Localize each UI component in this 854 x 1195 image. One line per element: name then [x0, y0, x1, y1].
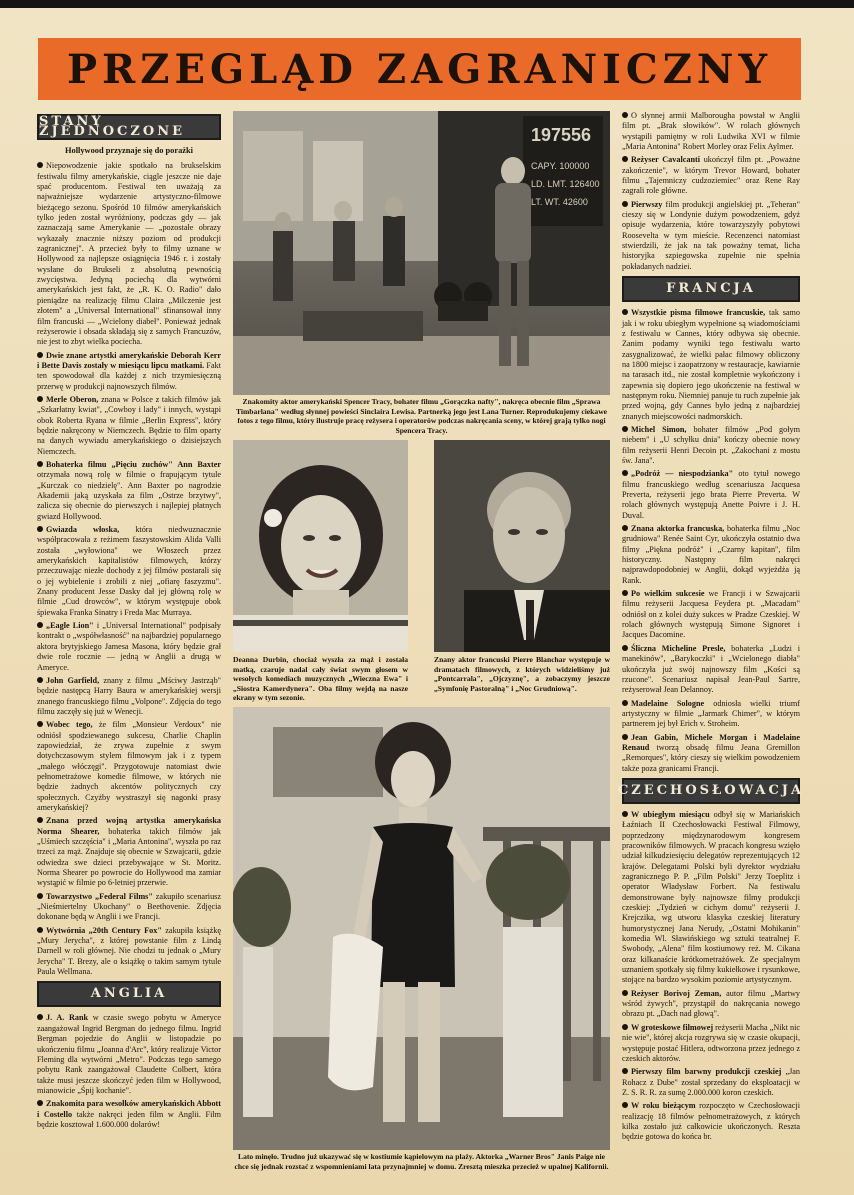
paragraph-lead: Pierwszy film barwny produkcji czeskiej: [631, 1067, 782, 1077]
bullet-icon: [37, 893, 43, 899]
paragraph-text: znana w Polsce z takich filmów jak „Szkarłatny kwiat", „Cowboy i lady" i innych, wystąpi obok Roberta Ryana w filmie „Berlin Express", który będzie nakręcony w Niemczech. Będzie to film oparty na danych wywiadu amerykańskiego o dzisiejszych Niemczech.: [37, 394, 222, 456]
paragraph-text: „Jan Rohacz z Dube" został sprzedany do eksploatacji w Z. S. R. R. za sumę 2.000.000 koron czeskich.: [622, 1067, 800, 1097]
paragraph-text: w czasie swego pobytu w Ameryce zaangażował Ingrid Bergman do jednego filmu. Ingrid Bergman pojedzie do Anglii w listopadzie po ukończeniu filmu „Joanna d'Arc", który realizuje Victor Fleming dla wytwórni „Metro". Podczas tego samego pobytu Rank zaangażował Claudette Colbert, która także musi jeszcze skończyć jeden film w Hollywood, mianowicie „Śpij kochanie".: [37, 1013, 221, 1095]
portrait-durbin-image: [233, 440, 408, 652]
article-paragraph: [37, 1099, 221, 1130]
paragraph-text: rozpoczęto w Czechosłowacji realizację 18 filmów pełnometrażowych, z których kilka zostało już całkowicie ukończonych. Reszta będzie gotowa do końca br.: [622, 1101, 800, 1142]
article-paragraph: [622, 425, 800, 466]
england-continued-articles: [622, 111, 800, 272]
article-paragraph: [622, 644, 800, 696]
paragraph-text: reżyserii Macha „Nikt nic nie wie", której akcja rozgrywa się w czasie okupacji, występuje postać Hitlera, odtworzona przez jednego z czeskich aktorów.: [622, 1022, 800, 1063]
bullet-icon: [37, 396, 43, 402]
portrait-blanchar-image: [434, 440, 610, 652]
paragraph-lead: Gwiazda włoska,: [46, 525, 120, 535]
paragraph-text: tworzą obsadę filmu Jeana Gremillon „Remorques", który cieszy się wielkim powodzeniem także poza granicami Francji.: [622, 742, 800, 773]
article-paragraph: [622, 308, 800, 422]
paragraph-lead: Po wielkim sukcesie: [631, 589, 705, 599]
bullet-icon: [37, 1100, 43, 1106]
paragraph-text: bohaterka „Ludzi i manekinów", „Barykoczki" i „Wcielonego diabła" ukończyła już swój najnowszy film „Kości są rzucone". Scenariusz napisał Jean-Paul Sartre, reżyserował Jean Delannoy.: [622, 643, 800, 695]
article-paragraph: [622, 155, 800, 196]
bullet-icon: [622, 990, 628, 996]
page-title: PRZEGLĄD ZAGRANICZNY: [66, 45, 773, 93]
article-paragraph: [622, 1023, 800, 1064]
bullet-icon: [37, 162, 43, 168]
photo-spencer-tracy: [233, 111, 610, 395]
paragraph-text: że film „Monsieur Verdoux" nie odniósł spodziewanego sukcesu, Charlie Chaplin zapowiedział, że zrywa zupełnie z swym dotychczasowym stylem filmowym jak i z typem „małego włóczęgi". Przygotowuje natomiast dwie pełnometrażowe komedie filmowe, w których nie będzie żadnych akcentów politycznych czy społecznych. Czyżby wystraszył się nagonki prasy amerykańskiej?: [37, 720, 221, 812]
paragraph-text: i „Universal International" podpisały kontrakt o „współwłasność" na najbardziej popularnego aktora brytyjskiego Jamesa Masona, który będzie grał dwie role rocznie — jedną w Anglii a drugą w Ameryce.: [37, 621, 221, 672]
bullet-icon: [37, 526, 43, 532]
paragraph-text: bohaterka filmu „Noc grudniowa" Renée Saint Cyr, ukończyła ostatnio dwa filmy „Piękna podróż" i „Czarny kapitan", film historyczny. Następny film nakręci najprawdopodobniej w Anglii, dokąd wyjeżdża ją Rank.: [622, 524, 800, 585]
paragraph-text: znany z filmu „Mściwy Jastrząb" będzie następcą Harry Baura w amerykańskiej wersji znanego francuskiego filmu „Volpone". Zdjęcia do tego filmu zaczęły się już w Wenecji.: [37, 675, 222, 716]
paragraph-lead: „Podróż — niespodzianka": [631, 469, 734, 479]
article-paragraph: [37, 161, 221, 347]
paragraph-text: bohater filmów „Pod gołym niebem" i „U schyłku dnia" kończy obecnie nowy film reżyserii Henri Decoin pt. „Zakochani z mostu św. Jana".: [622, 424, 800, 465]
film-set-image: [233, 111, 610, 395]
paragraph-lead: Reżyser Borivoj Zeman,: [631, 988, 722, 998]
left-column: [37, 110, 221, 1185]
train-number: 197556: [531, 125, 592, 145]
paragraph-lead: Dwie znane artystki amerykańskie Deborah Kerr i Bette Davis zostały w miesiącu lipcu matkami.: [37, 350, 221, 370]
paragraph-text: odbył się w Mariańskich Łaźniach II Czechosłowacki Festiwal Filmowy, poprzedzony międzynarodowym kongresem pracowników filmowych. W pracach kongresu wzięło udział kilkudziesięciu delegatów reprezentujących 12 krajów. Delegatami Polski byli dyrektor wydziału zagranicznego P. P. „Film Polski" Jerzy Toeplitz i operator Władysław Forbert. Na festiwalu demonstrowane były najnowsze filmy produkcji czeskiej: „Tydzień w cichym domu" reżyserii J. Krejczika, wg utworu klasyka czeskiej literatury humorystycznej Jana Nerudy, „Ostatni Mohikanin" komedia Wl. Sławińskiego wg sztuki teatralnej F. Swobody, „Alena" film kostiumowy reż. M. Cikana oraz kilkanaście krótkometrażówek. Ze specjalnym uznaniem spotkały się filmy kukiełkowe i rysunkowe, stojące na bardzo wysokim poziomie artystycznym.: [622, 809, 800, 985]
article-paragraph: [37, 351, 221, 392]
bullet-icon: [622, 590, 628, 596]
paragraph-text: odniosła wielki triumf artystyczny w filmie „Jarmark Chimer", w którym partnerem jej był Erich v. Stroheim.: [622, 698, 800, 729]
article-paragraph: [37, 816, 221, 888]
bullet-icon: [622, 470, 628, 476]
staircase-portrait-image: [233, 707, 610, 1150]
bullet-icon: [622, 525, 628, 531]
usa-articles: [37, 161, 221, 977]
article-paragraph: [622, 1067, 800, 1098]
train-line-1: CAPY. 100000: [531, 161, 590, 171]
paragraph-text: film produkcji angielskiej pt. „Teheran" cieszy się w Londynie dużym powodzeniem, gdyż opisuje wydarzenia, które towarzyszyły pobytowi Roosevelta w tym mieście. Recenzenci natomiast stwierdzili, że jak na tak poważny temat, licha historyjka szpiegowska zupełnie nie spełnia pokładanych nadziei.: [622, 199, 800, 271]
bullet-icon: [622, 811, 628, 817]
paragraph-lead: W ubiegłym miesiącu: [631, 809, 710, 819]
top-border: [0, 0, 854, 8]
section-header-czech: CZECHOSŁOWACJA: [622, 778, 800, 804]
paragraph-lead: Jean Gabin, Michele Morgan i Madelaine Renaud: [622, 732, 800, 752]
article-paragraph: [622, 733, 800, 774]
bullet-icon: [37, 677, 43, 683]
paragraph-lead: W groteskowe filmowej: [631, 1022, 714, 1032]
photo-deanna-durbin: [233, 440, 408, 652]
train-line-3: LT. WT. 42600: [531, 197, 588, 207]
bullet-icon: [622, 1102, 628, 1108]
paragraph-lead: Pierwszy: [631, 199, 663, 209]
paragraph-text: Niepowodzenie jakie spotkało na brukselskim festiwalu filmy amerykańskie, ciągle jeszcze nie daje spać producentom. Festiwal ten uważają za najważniejsze wydarzenie artystyczno-filmowe bieżącego sezonu. Spośród 10 filmów amerykańskich tylko jeden został wyróżniony, podczas gdy — jak zaznaczają same Amerykanie — „pozostałe obrazy wykazały znacznie niższy poziom od produkcji zagranicznej". A przecież były to filmy uznane w Hollywood za najlepsze osiągnięcia 1946 r. i zostały wysłane do Brukseli z absolutną pewnością zwycięstwa. Jedyną pociechą dla wytwórni amerykańskich jest fakt, że „R. K. O. Radio" dało pieniądze na realizację filmu Claira „Milczenie jest złotem" a „Universal International" sfinansował inny film francuski — „Wcielony diabeł". Ponieważ jednak reżyserowie i obsada składają się z samych Francuzów, nie jest to zbyt wielka pociecha.: [37, 161, 221, 347]
paragraph-text: także nakręci jeden film w Anglii. Film będzie kosztował 1.600.000 dolarów!: [37, 1109, 221, 1129]
paragraph-text: tak samo jak i w roku ubiegłym wypełnione są wiadomościami z festiwalu w Cannes, który odbywa się obecnie. Zanim podamy wyniki tego festiwalu warto zasygnalizować, że wielki pałac filmowy obliczony na 1800 miejsc i zaopatrzony w restauracje, kawiarnie na tarasach itd., nie został kompletnie wykończony i zapewnia się dopiero jego ukończenie na festiwal w następnym roku. Niemniej panuje tu ruch zupełnie jak przed wojną, gdy Cannes było jedną z najbardziej znanych miejscowości nadmorskich.: [622, 308, 800, 421]
train-line-2: LD. LMT. 126400: [531, 179, 600, 189]
paragraph-text: Fakt ten spowodował dla każdej z nich trzymiesięczną przerwę w produkcji najnowszych filmów.: [37, 360, 221, 391]
paragraph-lead: Śliczna Micheline Presle,: [631, 643, 726, 653]
bullet-icon: [622, 309, 628, 315]
paragraph-lead: Wszystkie pisma filmowe francuskie,: [631, 308, 766, 318]
article-paragraph: [37, 525, 221, 618]
usa-subtitle: Hollywood przyznaje się do porażki: [65, 146, 193, 155]
paragraph-text: która niedwuznacznie współpracowała z reżimem faszystowskim Alida Valli została „wyłowiona" we Włoszech przez amerykańskich kapitalistów filmowych, którzy przeczuwając niezłe dochody z jej filmów postarali się o jej wybielenie i zrobili z niej „ofiarę faszyzmu". Znany producent Jesse Dasky dał jej główną rolę w filmie „Cud drowców", w którym występuje obok śpiewaka Franka Sinatry i Freda Mac Murraya.: [37, 525, 222, 617]
bullet-icon: [37, 622, 43, 628]
caption-tracy: Znakomity aktor amerykański Spencer Tracy, bohater filmu „Gorączka nafty", nakręca obecnie film „Sprawa Timbarlana" według słynnej powieści Sinclaira Lewisa. Partnerką jego jest Lana Turner. Reprodukujemy ciekawe fotos z tego filmu, który ilustruje pracę reżysera i operatorów podczas nakręcania sceny, w której grają tylko nogi Spencera Tracy.: [235, 397, 608, 435]
bullet-icon: [622, 734, 628, 740]
bullet-icon: [622, 112, 628, 118]
paragraph-lead: John Garfield,: [46, 675, 100, 685]
bullet-icon: [37, 721, 43, 727]
article-paragraph: [37, 395, 221, 457]
article-paragraph: [622, 111, 800, 152]
bullet-icon: [37, 817, 43, 823]
paragraph-lead: Znana aktorka francuska,: [631, 524, 725, 534]
paragraph-text: zakupiło scenariusz „Nieśmiertelny Ukochany" o Beethovenie. Zdjęcia dokonane będą w Anglii i we Francji.: [37, 891, 221, 922]
paragraph-lead: Znakomita para wesołków amerykańskich Abbott i Costello: [37, 1099, 221, 1119]
bullet-icon: [622, 700, 628, 706]
section-header-france: FRANCJA: [622, 276, 800, 302]
paragraph-text: otrzymała nową rolę w filmie o frapującym tytule „Kurczak co niedzielę". Ann Baxter po nagrodzie Akademii jaką uzyskała za film „Ostrze brzytwy", zalicza się obecnie do pierwszych i najlepiej płatnych gwiazd Hollywood.: [37, 470, 221, 521]
bullet-icon: [622, 156, 628, 162]
paragraph-lead: „Eagle Lion": [46, 621, 94, 631]
paragraph-lead: Towarzystwo „Federal Films": [46, 891, 153, 901]
paragraph-text: O słynnej armii Malborougha powstał w Anglii film pt. „Brak słowików". W rolach głównych wystąpili pamiętny w roli Ludwika XVI w filmie „Maria Antonina" Robert Morley oraz Felix Aylmer.: [622, 111, 800, 152]
article-paragraph: [37, 621, 221, 673]
article-paragraph: [622, 989, 800, 1020]
bullet-icon: [37, 1014, 43, 1020]
paragraph-lead: Znana przed wojną artystka amerykańska Norma Shearer,: [37, 816, 221, 836]
paragraph-text: bohaterka takich filmów jak „Uśmiech szczęścia" i „Maria Antonina", wyszła po raz trzeci za mąż. Znajduje się obecnie w Szwajcarii, gdzie odwiedza swe dzieci przebywające w St. Moritz. Norma Shearer po powrocie do Hollywood ma zamiar wystąpić w filmie po 6-letniej przerwie.: [37, 826, 222, 888]
bullet-icon: [622, 426, 628, 432]
bullet-icon: [37, 927, 43, 933]
article-paragraph: [37, 460, 221, 522]
article-paragraph: [622, 469, 800, 521]
photo-janis-paige: [233, 707, 610, 1150]
photo-pierre-blanchar: [434, 440, 610, 652]
paragraph-text: ukończył film pt. „Poważne zakończenie", w którym Trevor Howard, bohater filmu „Tajemniczy cudzoziemiec" oraz Rene Ray zagrali role główne.: [622, 155, 800, 196]
bullet-icon: [622, 1024, 628, 1030]
caption-blanchar: Znany aktor francuski Pierre Blanchar występuje w dramatach filmowych, z których widzieliśmy już „Pontcarrala", „Ojczyznę", a zobaczymy jeszcze „Symfonię Pastoralną" i „Noc Grudniową".: [434, 655, 610, 693]
article-paragraph: [622, 524, 800, 586]
bullet-icon: [37, 461, 43, 467]
article-paragraph: [622, 699, 800, 730]
section-header-usa: STANY ZJEDNOCZONE: [37, 114, 221, 140]
section-header-england: ANGLIA: [37, 981, 221, 1007]
paragraph-text: oto tytuł nowego filmu francuskiego według scenariusza Jacquesa Preverta, reżyserii jego brata Pierre Preverta. W rolach głównych występują Anette Poivre i J. H. Duval.: [622, 469, 800, 520]
article-paragraph: [622, 1101, 800, 1142]
paragraph-lead: Wytwórnia „20th Century Fox": [46, 925, 162, 935]
paragraph-lead: W roku bieżącym: [631, 1101, 696, 1111]
bullet-icon: [622, 1068, 628, 1074]
czech-articles: [622, 810, 800, 1143]
bullet-icon: [37, 352, 43, 358]
paragraph-lead: Merle Oberon,: [46, 394, 99, 404]
article-paragraph: [37, 676, 221, 717]
masthead: [38, 38, 801, 100]
article-paragraph: [37, 720, 221, 813]
france-articles: [622, 308, 800, 774]
paragraph-lead: Reżyser Cavalcanti: [631, 155, 701, 165]
article-paragraph: [622, 810, 800, 986]
article-paragraph: [37, 926, 221, 978]
england-articles: [37, 1013, 221, 1130]
paragraph-text: we Francji i w Szwajcarii filmu reżyserii Jacquesa Feydera pt. „Macadam" odniósł on z kolei duży sukces w Pradze Czeskiej. W rolach głównych występują Simone Signoret i Jacques Dacomine.: [622, 589, 801, 640]
article-paragraph: [37, 892, 221, 923]
article-paragraph: [622, 589, 800, 641]
paragraph-text: autor filmu „Martwy wśród żywych", przystąpił do nakręcania nowego obrazu pt. „Dach nad głową".: [622, 988, 800, 1019]
paragraph-lead: Madelaine Sologne: [631, 698, 705, 708]
right-column: [617, 111, 805, 1186]
paragraph-lead: J. A. Rank: [46, 1013, 89, 1023]
caption-paige: Lato minęło. Trudno już ukazywać się w kostiumie kąpielowym na plaży. Aktorka „Warner Bros" Janis Paige nie chce się jednak rozstać z wspomnieniami lata przynajmniej w domu. Zresztą mieszka przecież w upalnej Kalifornii.: [234, 1152, 609, 1171]
bullet-icon: [622, 645, 628, 651]
paragraph-lead: Michel Simon,: [631, 424, 687, 434]
article-paragraph: [622, 200, 800, 272]
bullet-icon: [622, 201, 628, 207]
paragraph-text: zakupiła książkę „Mury Jerycha", z której powstanie film z Lindą Darnell w roli głównej. Nie chodzi tu jednak o „Mury Jerycha" T. Brezy, ale o książkę o takim samym tytule Paula Wellmana.: [37, 925, 221, 977]
paragraph-lead: Wobec tego,: [46, 720, 93, 730]
paragraph-lead: Bohaterka filmu „Pięciu zuchów" Ann Baxter: [46, 459, 221, 469]
caption-durbin: Deanna Durbin, chociaż wyszła za mąż i została matką, czaruje nadal cały świat swym głosem w wesołych komediach muzycznych „Wieczna Ewa" i „Siostra Kamerdynera". Oba filmy wejdą na nasze ekrany w tym sezonie.: [233, 655, 408, 703]
article-paragraph: [37, 1013, 221, 1096]
